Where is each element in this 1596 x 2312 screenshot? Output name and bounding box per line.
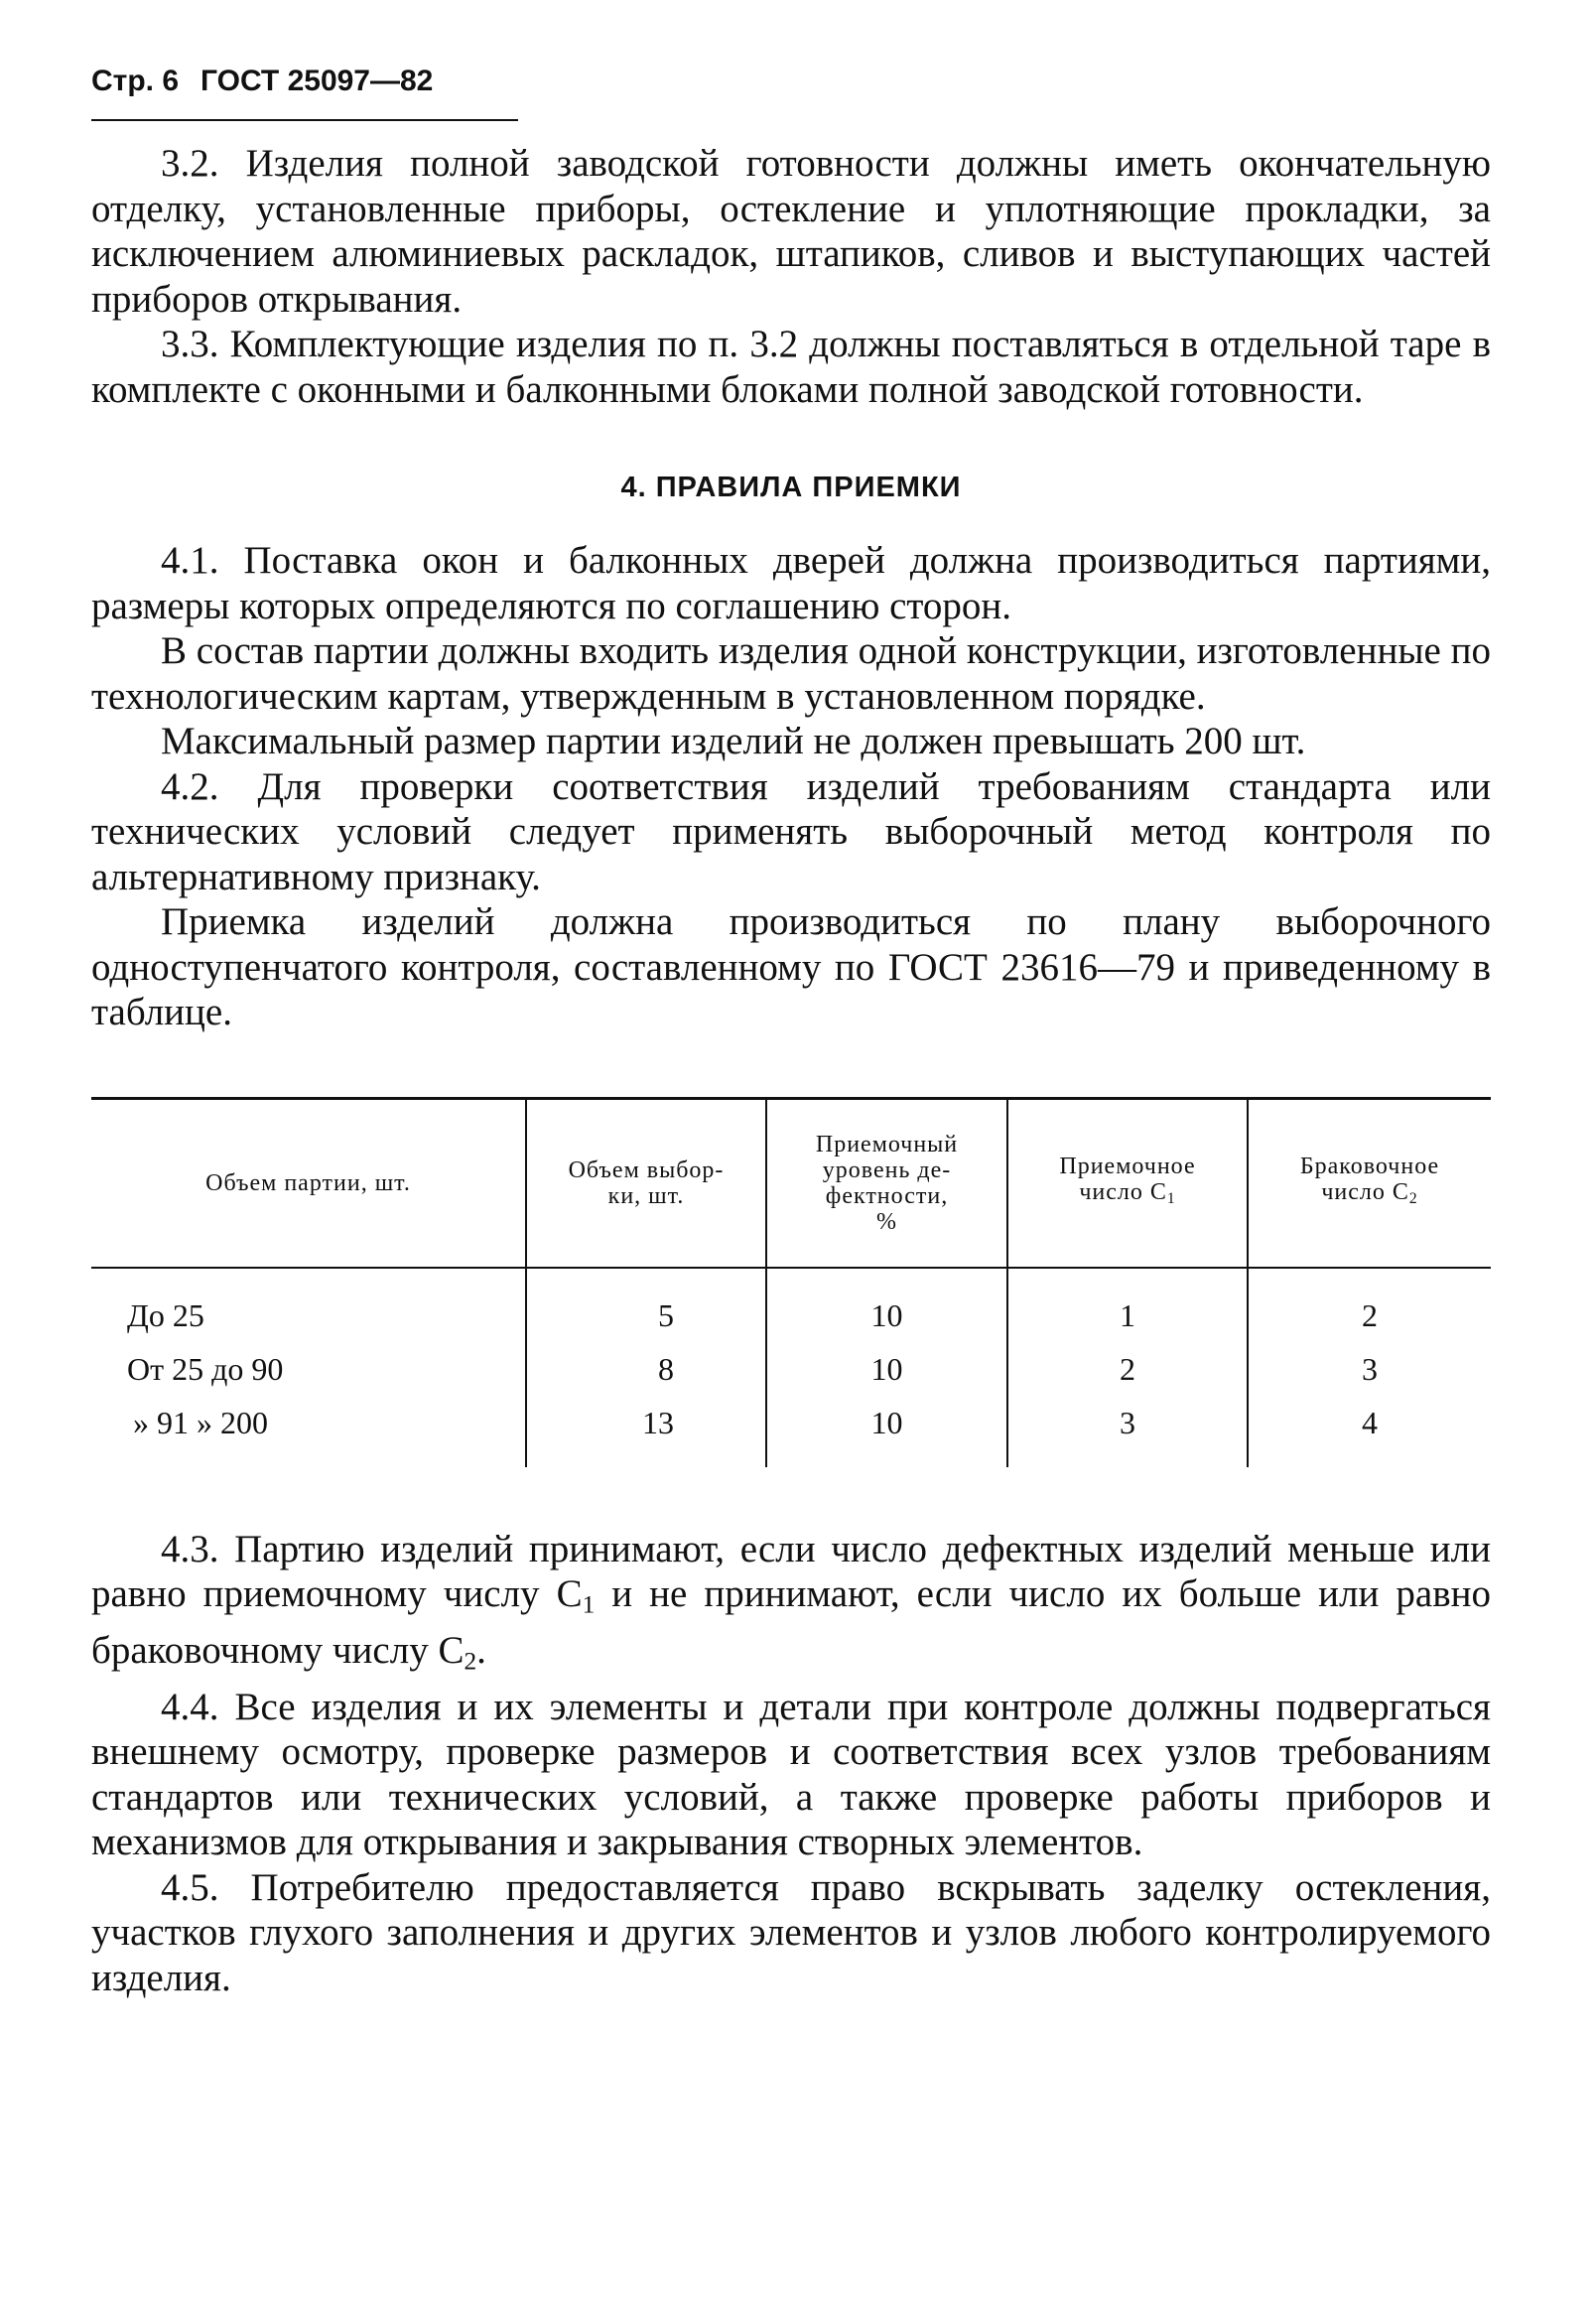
cell-lot: От 25 до 90 xyxy=(127,1351,284,1387)
header-sample-size: Объем выбор- ки, шт. xyxy=(526,1098,766,1268)
table-header-row xyxy=(91,1098,1491,1268)
cell-acceptance: 2 xyxy=(1007,1343,1248,1397)
header-rejection-number: Браковочное число $C_2$ xyxy=(1248,1098,1491,1268)
cell-aql: 10 xyxy=(766,1397,1007,1467)
table-row xyxy=(91,1343,1491,1397)
sampling-table xyxy=(91,1097,1491,1467)
cell-sample: 13 xyxy=(526,1397,766,1467)
paragraph-4-1: 4.1. Поставка окон и балконных дверей должна производиться партиями, размеры которых определяются по соглашению сторон. xyxy=(91,539,1491,627)
header-rule xyxy=(91,119,518,121)
paragraph-4-1-composition: В состав партии должны входить изделия одной конструкции, изготовленные по технологическим картам, утвержденным в установленном порядке. xyxy=(91,629,1491,718)
paragraph-4-2-plan: Приемка изделий должна производиться по плану выборочного одноступенчатого контроля, составленному по ГОСТ 23616—79 и приведенному в таблице. xyxy=(91,900,1491,1033)
header-acceptance-number: Приемочное число $C_1$ xyxy=(1007,1098,1248,1268)
paragraph-4-4: 4.4. Все изделия и их элементы и детали при контроле должны подвергаться внешнему осмотру, проверке размеров и соответствия всех узлов требованиям стандартов или технических условий, а также проверке работы приборов и механизмов для открывания и закрывания створных элементов. xyxy=(91,1685,1491,1864)
paragraph-4-5: 4.5. Потребителю предоставляется право вскрывать заделку остекления, участков глухого заполнения и других элементов и узлов любого контролируемого изделия. xyxy=(91,1865,1491,1999)
document-page xyxy=(91,60,1491,2000)
cell-lot: До 25 xyxy=(127,1297,204,1333)
paragraph-4-1-max-size: Максимальный размер партии изделий не должен превышать 200 шт. xyxy=(161,720,1306,762)
paragraph-3-2: 3.2. Изделия полной заводской готовности должны иметь окончательную отделку, установленные приборы, остекление и уплотняющие прокладки, за исключением алюминиевых раскладок, штапиков, сливов и выступающих частей приборов открывания. xyxy=(91,142,1491,321)
page-number: Стр. 6 xyxy=(91,65,180,97)
cell-lot: » 91 » 200 xyxy=(133,1405,268,1440)
cell-sample: 8 xyxy=(526,1343,766,1397)
header-quality-level: Приемочный уровень де- фектности, % xyxy=(766,1098,1007,1268)
standard-id: ГОСТ 25097—82 xyxy=(200,65,434,97)
cell-aql: 10 xyxy=(766,1268,1007,1343)
cell-rejection: 2 xyxy=(1248,1268,1491,1343)
cell-rejection: 4 xyxy=(1248,1397,1491,1467)
section-title-4: 4. ПРАВИЛА ПРИЕМКИ xyxy=(620,472,962,503)
cell-rejection: 3 xyxy=(1248,1343,1491,1397)
cell-acceptance: 3 xyxy=(1007,1397,1248,1467)
cell-acceptance: 1 xyxy=(1007,1268,1248,1343)
paragraph-4-3: 4.3. Партию изделий принимают, если число дефектных изделий меньше или равно приемочному числу $C_1$ и не принимают, если число их больше или равно браковочному числу $C_2$. xyxy=(91,1527,1492,1676)
cell-sample: 5 xyxy=(526,1268,766,1343)
paragraph-3-3: 3.3. Комплектующие изделия по п. 3.2 должны поставляться в отдельной таре в комплекте с оконными и балконными блоками полной заводской готовности. xyxy=(91,323,1491,411)
page-header xyxy=(91,60,1491,103)
header-lot-size: Объем партии, шт. xyxy=(91,1098,526,1268)
table-row xyxy=(91,1268,1491,1343)
paragraph-4-2: 4.2. Для проверки соответствия изделий требованиям стандарта или технических условий следует применять выборочный метод контроля по альтернативному признаку. xyxy=(91,764,1491,898)
table-row xyxy=(91,1397,1491,1467)
cell-aql: 10 xyxy=(766,1343,1007,1397)
